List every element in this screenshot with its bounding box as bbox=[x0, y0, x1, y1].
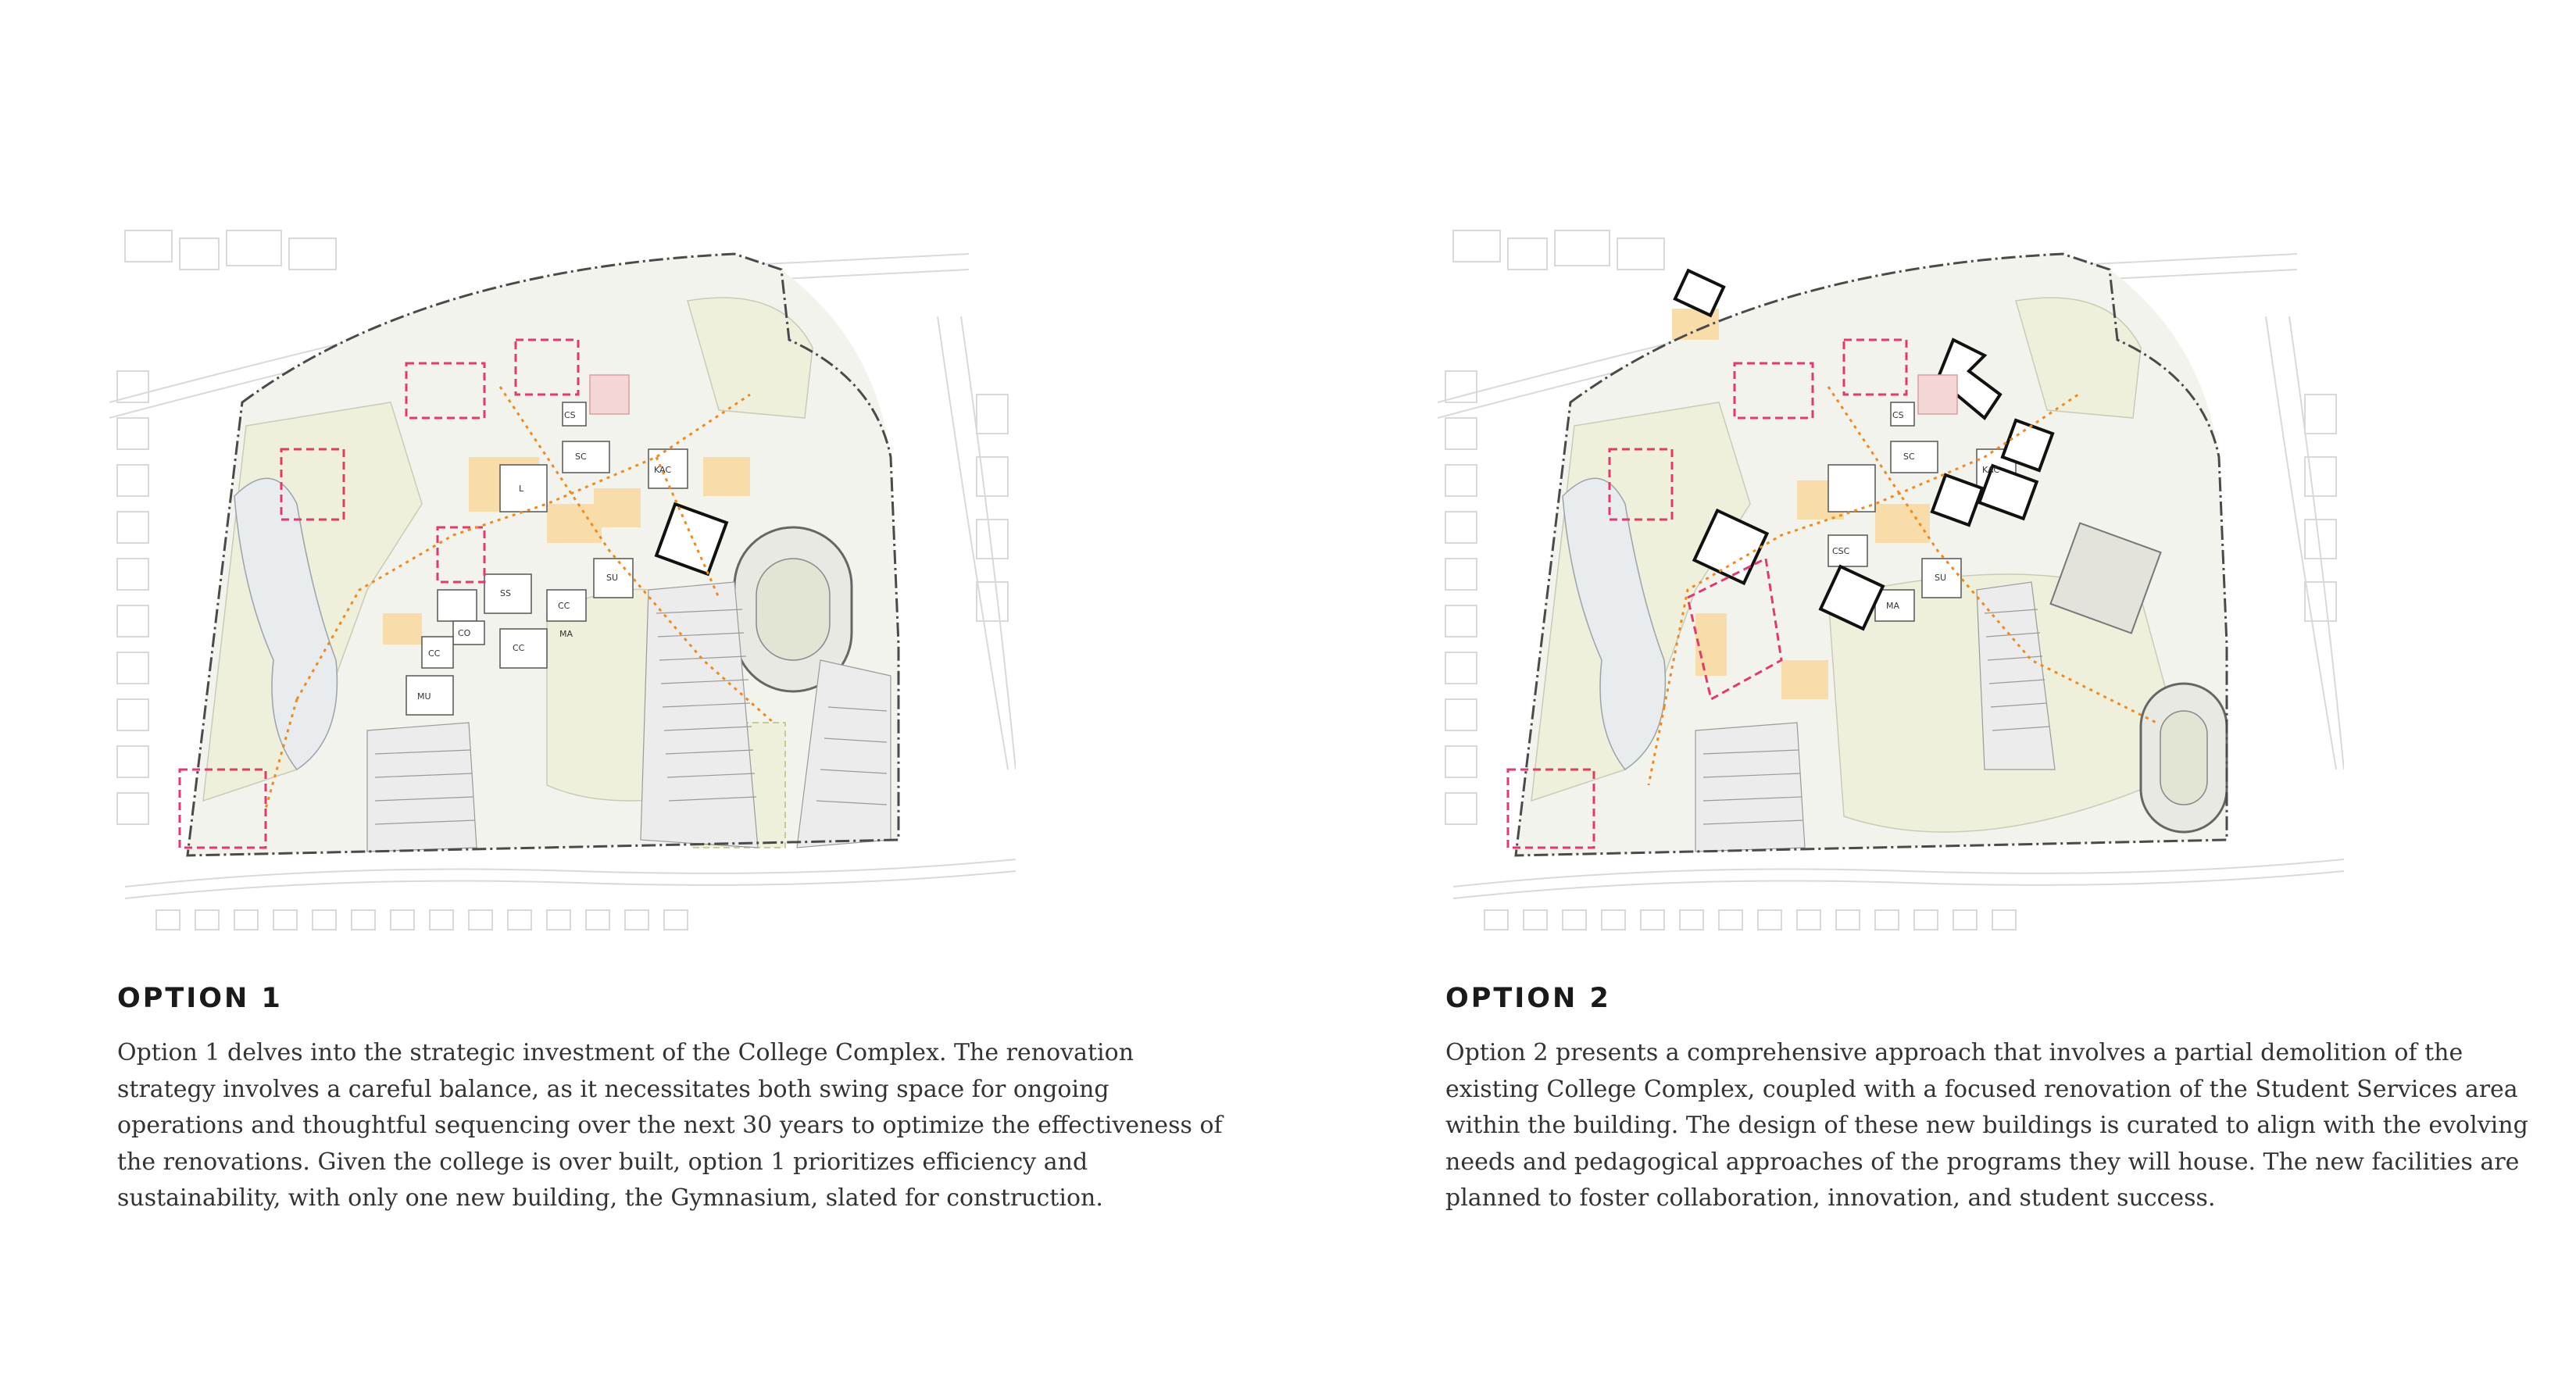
plan-label: CO bbox=[458, 628, 471, 638]
plan-label: L bbox=[519, 484, 524, 494]
option-2-description: Option 2 presents a comprehensive approach that involves a partial demolition of the existing College Complex, coupled with a focused renovation of the Student Services area within the building. The design of these new buildings is curated to align with the evolving needs and pedagogical approaches of the programs they will house. The new facilities are planned to foster collaboration, innovation, and student success. bbox=[1445, 1039, 2528, 1212]
plan-label: SC bbox=[1903, 452, 1915, 462]
option-2-site-plan bbox=[1438, 223, 2344, 941]
plan-label: CSC bbox=[1832, 546, 1850, 556]
tennis-courts bbox=[1918, 375, 1957, 414]
plan-label: CS bbox=[1892, 410, 1904, 420]
plan-label: SS bbox=[500, 588, 511, 598]
plan-label: MA bbox=[559, 629, 573, 639]
option-2-site-plan-drawing bbox=[1438, 223, 2344, 941]
plan-label: KAC bbox=[1982, 465, 2000, 475]
option-1-panel bbox=[0, 0, 1281, 1375]
option-1-site-plan-drawing bbox=[109, 223, 1016, 941]
plan-label: SU bbox=[606, 573, 619, 583]
plan-label: SU bbox=[1935, 573, 1947, 583]
plan-label: CC bbox=[513, 643, 525, 653]
plan-label: MU bbox=[417, 691, 431, 702]
plan-label: KAC bbox=[654, 465, 672, 475]
plan-label: CC bbox=[428, 648, 441, 659]
option-1-description: Option 1 delves into the strategic investment of the College Complex. The renovation strategy involves a careful balance, as it necessitates both swing space for ongoing operations and thoughtful sequencing over the next 30 years to optimize the effectiveness of the renovations. Given the college is over built, option 1 prioritizes efficiency and sustainability, with only one new building, the Gymnasium, slated for construction. bbox=[117, 1039, 1223, 1212]
plan-label: MA bbox=[1886, 601, 1900, 611]
option-1-site-plan bbox=[109, 223, 1016, 941]
plan-label: CS bbox=[564, 410, 576, 420]
option-2-panel bbox=[1328, 0, 2576, 1375]
option-2-title: OPTION 2 bbox=[1445, 983, 1611, 1014]
option-1-title: OPTION 1 bbox=[117, 983, 283, 1014]
plan-label: CC bbox=[558, 601, 570, 611]
tennis-courts bbox=[590, 375, 629, 414]
track-field bbox=[2141, 684, 2227, 832]
plan-label: SC bbox=[575, 452, 587, 462]
